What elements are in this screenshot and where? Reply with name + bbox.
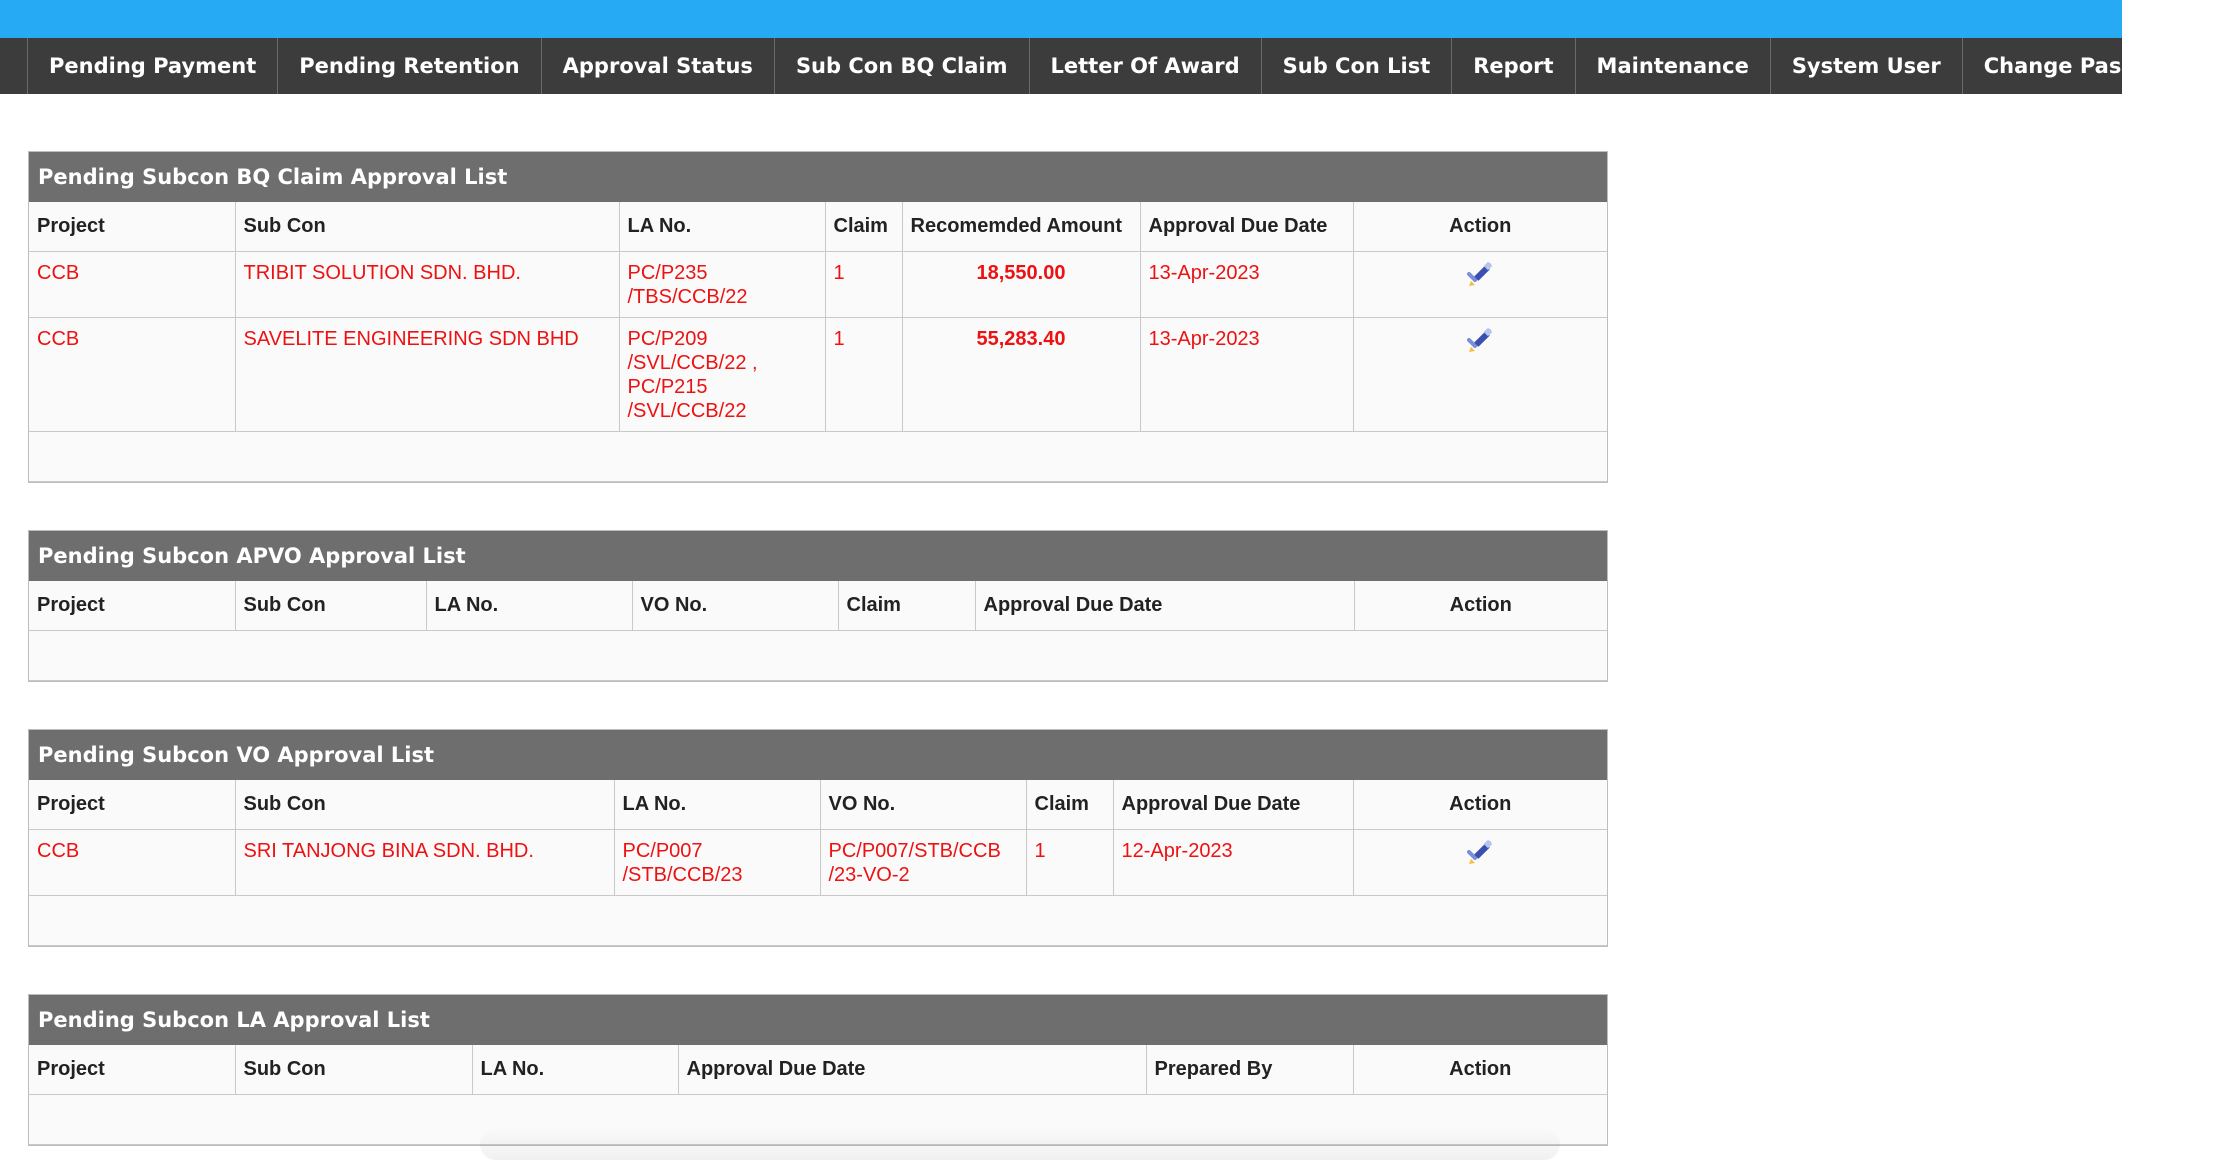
col-header-prepared-by: Prepared By: [1146, 1045, 1353, 1095]
cell-la-no: [619, 252, 825, 318]
col-header-approval-due-date: Approval Due Date: [975, 581, 1354, 631]
col-header-claim: Claim: [825, 202, 902, 252]
col-header-vo-no: VO No.: [632, 581, 838, 631]
cell-action: [1353, 318, 1607, 432]
bq-claim-table: [29, 202, 1607, 482]
col-header-sub-con: Sub Con: [235, 202, 619, 252]
apvo-table: [29, 581, 1607, 681]
vo-panel: [28, 729, 1608, 947]
col-header-claim: Claim: [838, 581, 975, 631]
col-header-approval-due-date: Approval Due Date: [678, 1045, 1146, 1095]
la-no-line: /SVL/CCB/22: [627, 400, 747, 422]
nav-sub-con-list[interactable]: Sub Con List: [1261, 38, 1452, 94]
col-header-approval-due-date: Approval Due Date: [1113, 780, 1353, 830]
table-row: [29, 830, 1607, 896]
nav-system-user[interactable]: System User: [1770, 38, 1962, 94]
nav-pending-payment[interactable]: Pending Payment: [27, 38, 277, 94]
la-no-line: PC/P209: [627, 328, 708, 350]
table-header-row: [29, 780, 1607, 830]
col-header-approval-due-date: Approval Due Date: [1140, 202, 1353, 252]
la-no-line: PC/P007: [622, 840, 703, 862]
table-footer-row: [29, 896, 1607, 946]
cell-sub-con: SAVELITE ENGINEERING SDN BHD: [235, 318, 619, 432]
main-nav: [0, 38, 2194, 94]
approve-pencil-icon[interactable]: [1465, 327, 1495, 353]
col-header-sub-con: Sub Con: [235, 780, 614, 830]
cell-amount: 55,283.40: [902, 318, 1140, 432]
vo-no-line: PC/P007/STB/CCB: [828, 840, 1001, 862]
cell-project: CCB: [29, 318, 235, 432]
la-no-line: PC/P235: [627, 262, 708, 284]
cell-sub-con: TRIBIT SOLUTION SDN. BHD.: [235, 252, 619, 318]
nav-report[interactable]: Report: [1451, 38, 1574, 94]
col-header-sub-con: Sub Con: [235, 1045, 472, 1095]
table-footer-row: [29, 432, 1607, 482]
apvo-panel: [28, 530, 1608, 682]
col-header-la-no: LA No.: [619, 202, 825, 252]
approve-pencil-icon[interactable]: [1465, 261, 1495, 287]
nav-change-password[interactable]: Change Password: [1962, 38, 2214, 94]
main-content: [0, 94, 2122, 1146]
cell-action: [1353, 252, 1607, 318]
cell-action: [1353, 830, 1607, 896]
la-no-line: /STB/CCB/23: [622, 864, 743, 886]
table-row: [29, 318, 1607, 432]
col-header-la-no: LA No.: [614, 780, 820, 830]
cell-claim: 1: [1026, 830, 1113, 896]
cell-due-date: 12-Apr-2023: [1113, 830, 1353, 896]
col-header-project: Project: [29, 581, 235, 631]
table-header-row: [29, 581, 1607, 631]
cell-due-date: 13-Apr-2023: [1140, 318, 1353, 432]
approve-pencil-icon[interactable]: [1465, 839, 1495, 865]
col-header-claim: Claim: [1026, 780, 1113, 830]
col-header-vo-no: VO No.: [820, 780, 1026, 830]
nav-pending-retention[interactable]: Pending Retention: [277, 38, 540, 94]
col-header-recommended-amount: Recomemded Amount: [902, 202, 1140, 252]
col-header-la-no: LA No.: [472, 1045, 678, 1095]
col-header-la-no: LA No.: [426, 581, 632, 631]
col-header-project: Project: [29, 1045, 235, 1095]
nav-letter-of-award[interactable]: Letter Of Award: [1029, 38, 1261, 94]
cell-project: CCB: [29, 830, 235, 896]
panel-title: Pending Subcon VO Approval List: [29, 730, 1607, 780]
vo-table: [29, 780, 1607, 946]
la-no-line: /SVL/CCB/22 ,: [627, 352, 758, 374]
top-accent-bar: [0, 0, 2122, 38]
la-panel: [28, 994, 1608, 1146]
col-header-project: Project: [29, 202, 235, 252]
col-header-action: Action: [1354, 581, 1607, 631]
col-header-action: Action: [1353, 780, 1607, 830]
cell-vo-no: [820, 830, 1026, 896]
table-header-row: [29, 202, 1607, 252]
bottom-shadow: [480, 1128, 1560, 1160]
nav-sub-con-bq-claim[interactable]: Sub Con BQ Claim: [774, 38, 1029, 94]
cell-sub-con: SRI TANJONG BINA SDN. BHD.: [235, 830, 614, 896]
cell-la-no: [614, 830, 820, 896]
bq-claim-panel: [28, 151, 1608, 483]
panel-title: Pending Subcon BQ Claim Approval List: [29, 152, 1607, 202]
col-header-action: Action: [1353, 202, 1607, 252]
panel-title: Pending Subcon APVO Approval List: [29, 531, 1607, 581]
la-no-line: PC/P215: [627, 376, 708, 398]
cell-claim: 1: [825, 252, 902, 318]
nav-maintenance[interactable]: Maintenance: [1575, 38, 1770, 94]
col-header-project: Project: [29, 780, 235, 830]
cell-claim: 1: [825, 318, 902, 432]
nav-approval-status[interactable]: Approval Status: [541, 38, 774, 94]
table-footer-row: [29, 631, 1607, 681]
table-header-row: [29, 1045, 1607, 1095]
cell-project: CCB: [29, 252, 235, 318]
cell-la-no: [619, 318, 825, 432]
table-row: [29, 252, 1607, 318]
panel-title: Pending Subcon LA Approval List: [29, 995, 1607, 1045]
cell-due-date: 13-Apr-2023: [1140, 252, 1353, 318]
la-no-line: /TBS/CCB/22: [627, 286, 748, 308]
vo-no-line: /23-VO-2: [828, 864, 910, 886]
col-header-sub-con: Sub Con: [235, 581, 426, 631]
cell-amount: 18,550.00: [902, 252, 1140, 318]
col-header-action: Action: [1353, 1045, 1607, 1095]
